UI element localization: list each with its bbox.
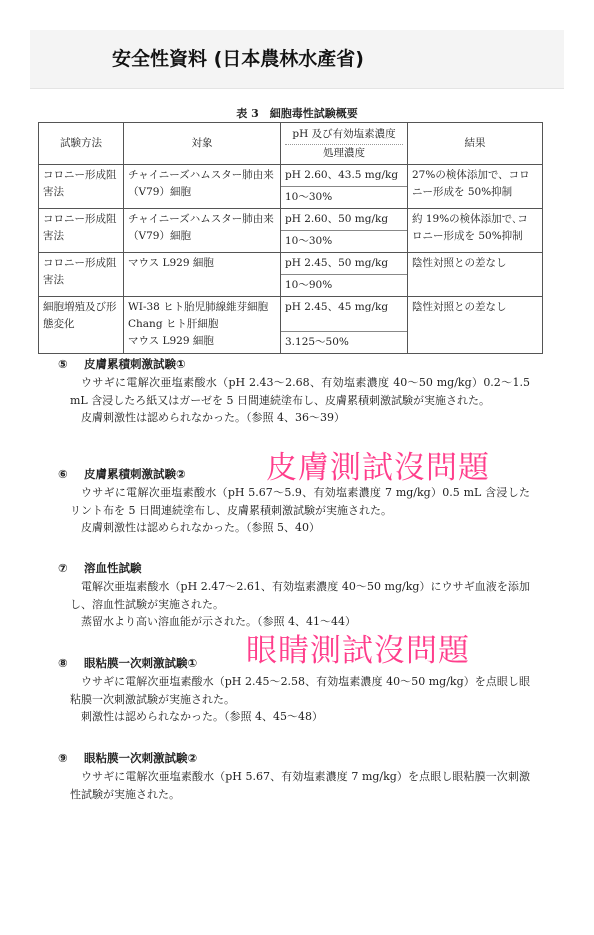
header-ph-line1: pH 及び有効塩素濃度: [285, 125, 403, 145]
table-row: [39, 165, 543, 209]
cell-result: 陰性対照との差なし: [408, 297, 543, 354]
cell-ph: [281, 253, 408, 297]
header-ph: [281, 123, 408, 165]
section-heading: [58, 356, 530, 372]
cell-target: マウス L929 細胞: [124, 253, 281, 297]
table-caption: 表 3 細胞毒性試験概要: [236, 107, 358, 120]
section-eye-irritation-2: [58, 750, 530, 803]
cell-target-line: WI-38 ヒト胎児肺線維芽細胞: [128, 301, 269, 313]
table-row: [39, 297, 543, 354]
cell-target: [124, 297, 281, 354]
section-number: ⑤: [58, 357, 68, 371]
section-heading: [58, 560, 530, 576]
cell-target-line: マウス L929 細胞: [128, 335, 214, 347]
section-number: ⑧: [58, 656, 68, 670]
section-body: ウサギに電解次亜塩素酸水（pH 2.45〜2.58、有効塩素濃度 40〜50 mg/kg）を点眼し眼粘膜一次刺激試験が実施された。: [70, 675, 530, 706]
table-header-row: [39, 123, 543, 165]
cell-target-line: Chang ヒト肝細胞: [128, 318, 219, 330]
section-title: 皮膚累積刺激試験①: [84, 357, 186, 371]
cell-method: コロニー形成阻害法: [39, 253, 124, 297]
section-skin-cumulative-1: [58, 356, 530, 427]
section-body: 電解次亜塩素酸水（pH 2.47〜2.61、有効塩素濃度 40〜50 mg/kg）にウサギ血液を添加し、溶血性試験が実施された。: [70, 580, 530, 611]
cell-method: コロニー形成阻害法: [39, 165, 124, 209]
section-body: ウサギに電解次亜塩素酸水（pH 5.67、有効塩素濃度 7 mg/kg）を点眼し眼粘膜一次刺激性試験が実施された。: [70, 770, 530, 801]
section-note: 皮膚刺激性は認められなかった。（参照 4、36〜39）: [81, 411, 345, 424]
section-number: ⑥: [58, 467, 68, 481]
cell-concentration: 10〜90%: [285, 279, 333, 291]
cell-ph-value: pH 2.60、43.5 mg/kg: [281, 165, 407, 187]
section-body: ウサギに電解次亜塩素酸水（pH 2.43〜2.68、有効塩素濃度 40〜50 mg/kg）0.2〜1.5 mL 含浸したろ紙又はガーゼを 5 日間連続塗布し、皮膚累積刺激試験が実施された。: [70, 376, 530, 407]
cell-ph-value: pH 2.45、45 mg/kg: [281, 297, 407, 332]
section-body: ウサギに電解次亜塩素酸水（pH 5.67〜5.9、有効塩素濃度 7 mg/kg）0.5 mL 含浸したリント布を 5 日間連続塗布し、皮膚累積刺激試験が実施された。: [70, 486, 530, 517]
section-title: 眼粘膜一次刺激試験①: [84, 656, 198, 670]
header-target: 対象: [124, 123, 281, 165]
section-number: ⑦: [58, 561, 68, 575]
annotation-skin-ok: 皮膚測試沒問題: [266, 450, 490, 486]
cell-method: 細胞増殖及び形態変化: [39, 297, 124, 354]
annotation-eye-ok: 眼睛測試沒問題: [246, 633, 470, 669]
cell-result: 約 19%の検体添加で､コロニー形成を 50%抑制: [408, 209, 543, 253]
section-note: 蒸留水より高い溶血能が示された。（参照 4、41〜44）: [81, 615, 356, 628]
section-title: 溶血性試験: [84, 561, 142, 575]
section-note: 皮膚刺激性は認められなかった。（参照 5、40）: [81, 521, 320, 534]
cell-ph: [281, 165, 408, 209]
cell-target: チャイニーズハムスター肺由来（V79）細胞: [124, 209, 281, 253]
cell-ph: [281, 297, 408, 354]
cell-result: 陰性対照との差なし: [408, 253, 543, 297]
header-ph-line2: 処理濃度: [323, 147, 365, 159]
cell-concentration: 10〜30%: [285, 235, 333, 247]
cell-method: コロニー形成阻害法: [39, 209, 124, 253]
page-title: 安全性資料 (日本農林水產省): [112, 48, 364, 70]
section-number: ⑨: [58, 751, 68, 765]
cell-ph: [281, 209, 408, 253]
section-title: 皮膚累積刺激試験②: [84, 467, 186, 481]
page-header: [30, 30, 564, 89]
cell-result: 27%の検体添加で、コロニー形成を 50%抑制: [408, 165, 543, 209]
table-row: [39, 253, 543, 297]
header-result: 結果: [408, 123, 543, 165]
cell-ph-value: pH 2.60、50 mg/kg: [281, 209, 407, 231]
section-title: 眼粘膜一次刺激試験②: [84, 751, 198, 765]
cell-target: チャイニーズハムスター肺由来（V79）細胞: [124, 165, 281, 209]
section-note: 刺激性は認められなかった。（参照 4、45〜48）: [81, 710, 323, 723]
cytotoxicity-table: [38, 122, 543, 354]
header-method: 試験方法: [39, 123, 124, 165]
table-row: [39, 209, 543, 253]
section-hemolysis: [58, 560, 530, 631]
cell-concentration: 10〜30%: [285, 191, 333, 203]
cell-concentration: 3.125〜50%: [285, 336, 349, 348]
cell-ph-value: pH 2.45、50 mg/kg: [281, 253, 407, 275]
section-heading: [58, 750, 530, 766]
